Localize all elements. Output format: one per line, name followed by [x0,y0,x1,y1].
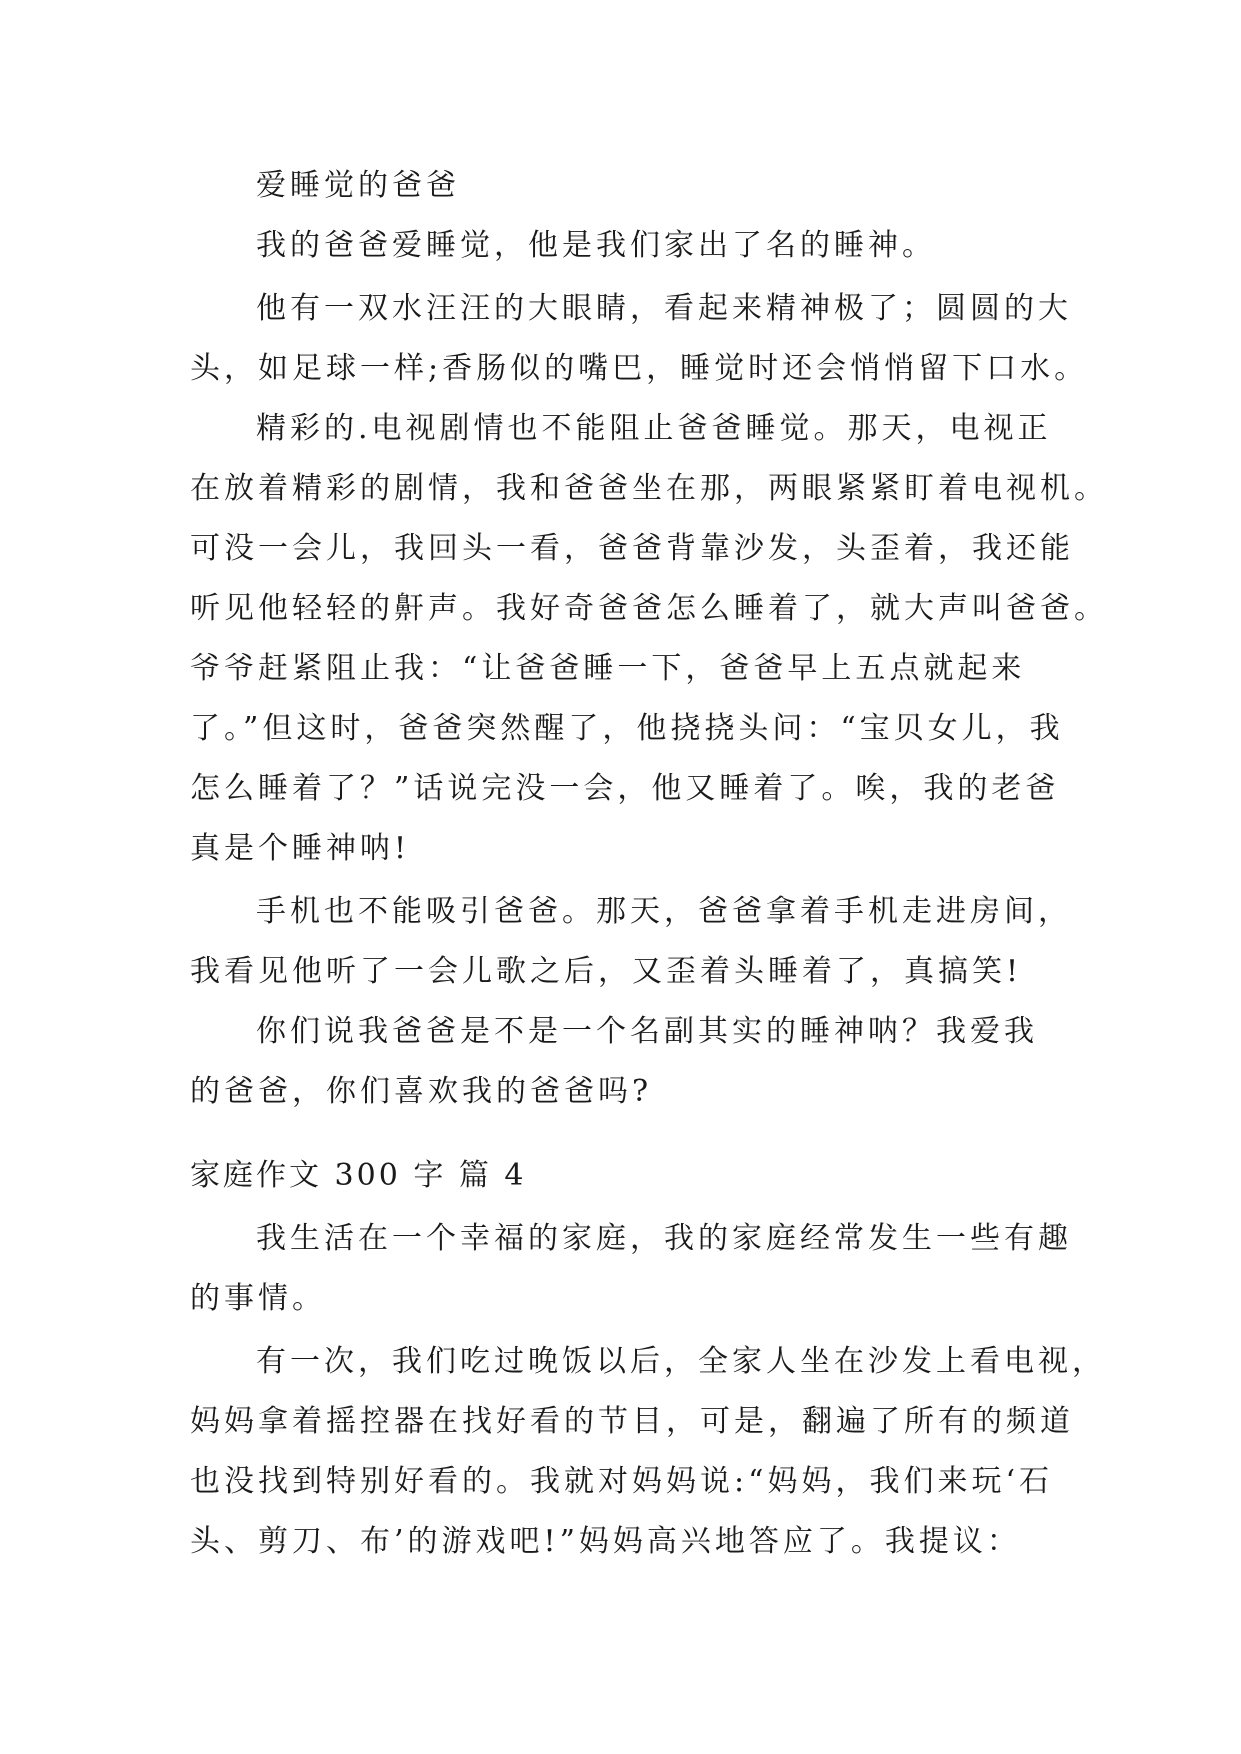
paragraph-line: 妈妈拿着摇控器在找好看的节目，可是，翻遍了所有的频道 [190,1404,1074,1439]
paragraph-line: 的爸爸，你们喜欢我的爸爸吗? [190,1074,653,1109]
paragraph-line: 听见他轻轻的鼾声。我好奇爸爸怎么睡着了，就大声叫爸爸。 [190,591,1108,626]
paragraph-line: 我看见他听了一会儿歌之后，又歪着头睡着了，真搞笑! [190,954,1023,989]
essay-title: 爱睡觉的爸爸 [256,168,460,203]
paragraph-line: 我的爸爸爱睡觉，他是我们家出了名的睡神。 [256,228,936,263]
paragraph-line: 手机也不能吸引爸爸。那天，爸爸拿着手机走进房间， [256,894,1072,929]
paragraph-line: 精彩的.电视剧情也不能阻止爸爸睡觉。那天，电视正 [256,411,1052,446]
paragraph-line: 真是个睡神呐! [190,831,411,866]
paragraph-line: 他有一双水汪汪的大眼睛，看起来精神极了；圆圆的大 [256,291,1072,326]
paragraph-line: 在放着精彩的剧情，我和爸爸坐在那，两眼紧紧盯着电视机。 [190,471,1108,506]
paragraph-line: 爷爷赶紧阻止我：“让爸爸睡一下，爸爸早上五点就起来 [190,651,1026,686]
paragraph-line: 头，如足球一样;香肠似的嘴巴，睡觉时还会悄悄留下口水。 [190,351,1089,386]
paragraph-line: 了。”但这时，爸爸突然醒了，他挠挠头问：“宝贝女儿，我 [190,711,1064,746]
paragraph-line: 头、剪刀、布’的游戏吧!”妈妈高兴地答应了。我提议： [190,1524,1021,1559]
paragraph-line: 我生活在一个幸福的家庭，我的家庭经常发生一些有趣 [256,1221,1072,1256]
paragraph-line: 也没找到特别好看的。我就对妈妈说:“妈妈，我们来玩‘石 [190,1464,1053,1499]
paragraph-line: 可没一会儿，我回头一看，爸爸背靠沙发，头歪着，我还能 [190,531,1074,566]
section-heading: 家庭作文 300 字 篇 4 [190,1158,527,1193]
paragraph-line: 怎么睡着了？”话说完没一会，他又睡着了。唉，我的老爸 [190,771,1060,806]
paragraph-line: 有一次，我们吃过晚饭以后，全家人坐在沙发上看电视， [256,1344,1106,1379]
paragraph-line: 的事情。 [190,1281,326,1316]
paragraph-line: 你们说我爸爸是不是一个名副其实的睡神呐？我爱我 [256,1014,1038,1049]
